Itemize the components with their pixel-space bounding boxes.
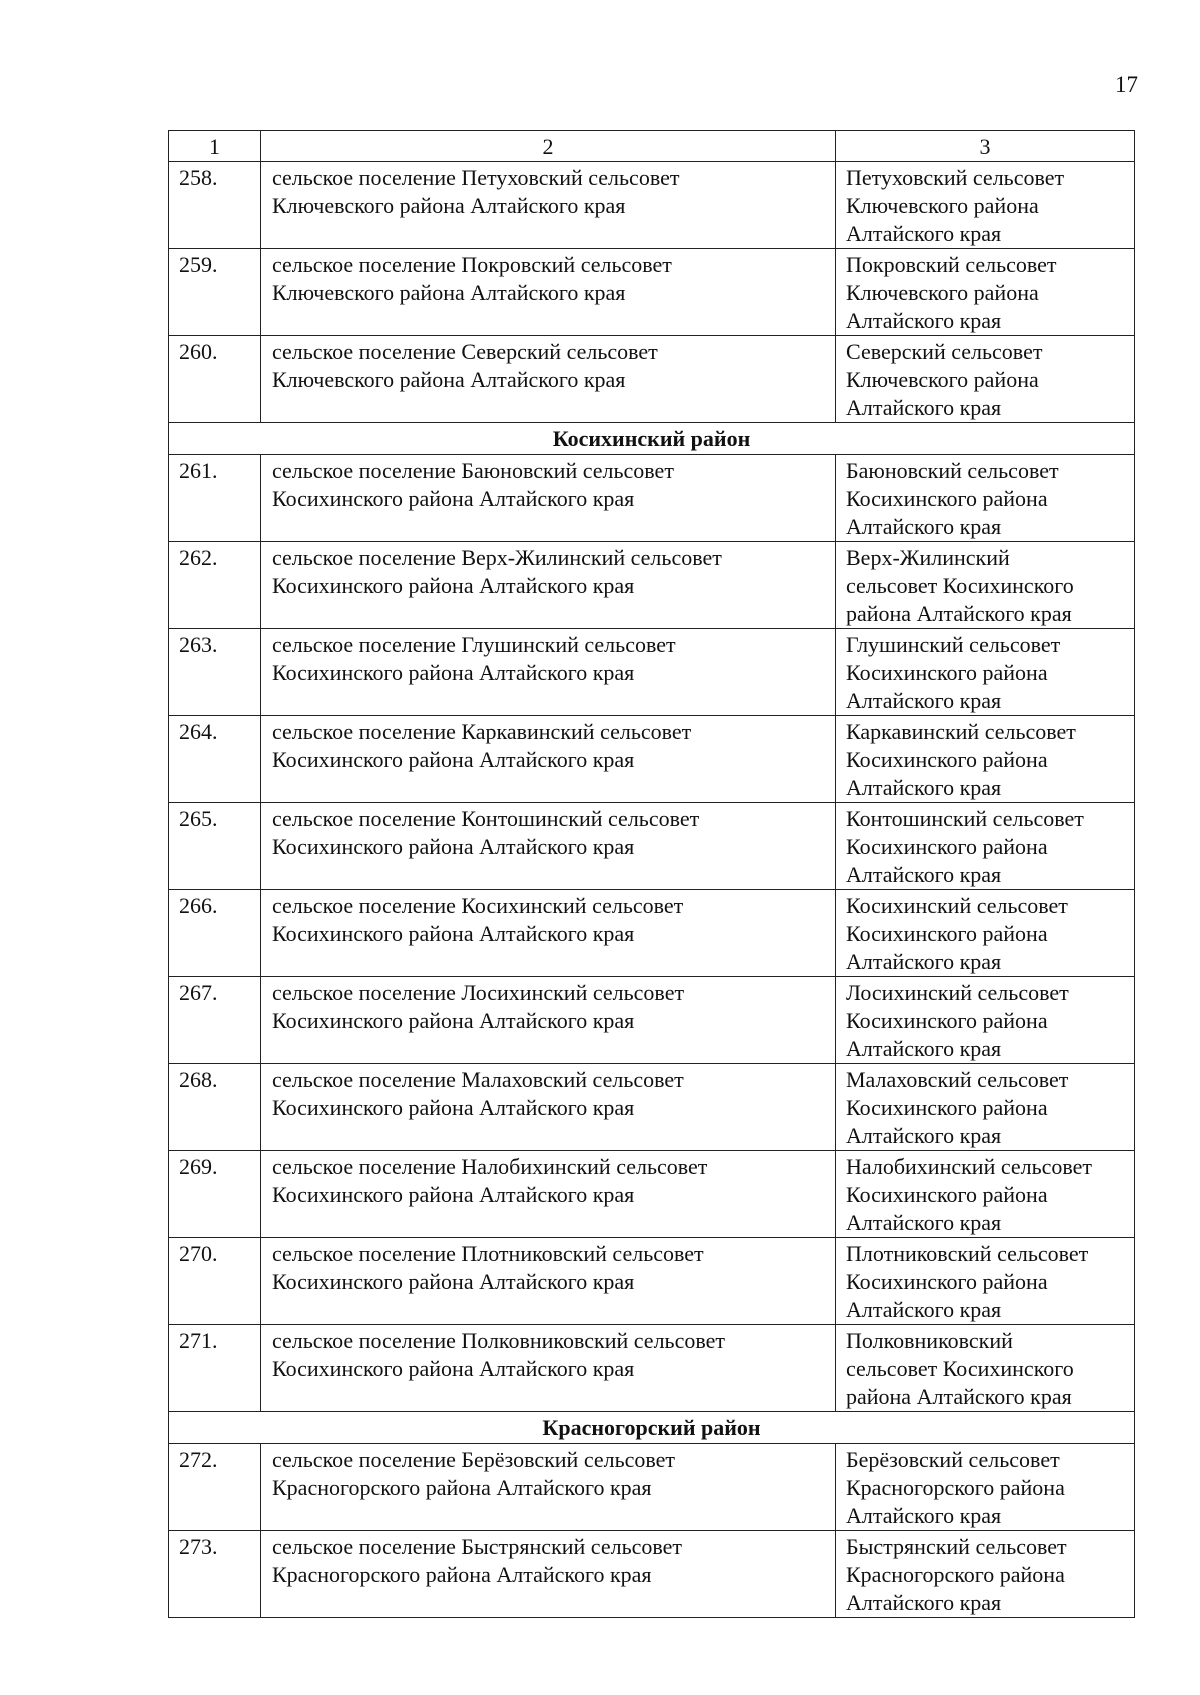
table-row — [169, 890, 1135, 977]
short-name-line: Алтайского края — [846, 688, 1002, 713]
row-number: 271. — [169, 1325, 261, 1412]
row-number: 262. — [169, 542, 261, 629]
table-row — [169, 1531, 1135, 1618]
municipality-table — [168, 130, 1135, 1618]
settlement-full-name — [261, 716, 836, 803]
short-name-line: Косихинский сельсовет — [846, 893, 1068, 918]
table-row — [169, 1238, 1135, 1325]
row-number: 261. — [169, 455, 261, 542]
full-name-line: сельское поселение Полковниковский сельсовет — [272, 1328, 725, 1353]
row-number: 260. — [169, 336, 261, 423]
settlement-full-name — [261, 1325, 836, 1412]
full-name-line: Ключевского района Алтайского края — [272, 280, 626, 305]
settlement-full-name — [261, 455, 836, 542]
full-name-line: Косихинского района Алтайского края — [272, 573, 635, 598]
settlement-full-name — [261, 1531, 836, 1618]
settlement-full-name — [261, 249, 836, 336]
full-name-line: сельское поселение Быстрянский сельсовет — [272, 1534, 683, 1559]
table-row — [169, 542, 1135, 629]
settlement-short-name — [836, 803, 1135, 890]
settlement-full-name — [261, 1444, 836, 1531]
short-name-line: Малаховский сельсовет — [846, 1067, 1069, 1092]
table-row — [169, 977, 1135, 1064]
full-name-line: Косихинского района Алтайского края — [272, 921, 635, 946]
full-name-line: Косихинского района Алтайского края — [272, 660, 635, 685]
short-name-line: Берёзовский сельсовет — [846, 1447, 1060, 1472]
settlement-full-name — [261, 542, 836, 629]
row-number: 258. — [169, 162, 261, 249]
table-row — [169, 336, 1135, 423]
short-name-line: Быстрянский сельсовет — [846, 1534, 1067, 1559]
header-col-1: 1 — [169, 131, 261, 162]
short-name-line: Алтайского края — [846, 221, 1002, 246]
settlement-full-name — [261, 803, 836, 890]
table-body — [169, 131, 1135, 1618]
short-name-line: Алтайского края — [846, 775, 1002, 800]
full-name-line: сельское поселение Баюновский сельсовет — [272, 458, 674, 483]
short-name-line: Глушинский сельсовет — [846, 632, 1061, 657]
short-name-line: Косихинского района — [846, 1008, 1048, 1033]
full-name-line: Косихинского района Алтайского края — [272, 1269, 635, 1294]
settlement-short-name — [836, 629, 1135, 716]
short-name-line: Алтайского края — [846, 1210, 1002, 1235]
table-row — [169, 1064, 1135, 1151]
row-number: 267. — [169, 977, 261, 1064]
short-name-line: Контошинский сельсовет — [846, 806, 1084, 831]
header-row — [169, 131, 1135, 162]
short-name-line: Косихинского района — [846, 1095, 1048, 1120]
short-name-line: Полковниковский — [846, 1328, 1013, 1353]
settlement-short-name — [836, 162, 1135, 249]
short-name-line: Алтайского края — [846, 1503, 1002, 1528]
full-name-line: сельское поселение Петуховский сельсовет — [272, 165, 680, 190]
settlement-short-name — [836, 1151, 1135, 1238]
settlement-short-name — [836, 1238, 1135, 1325]
settlement-short-name — [836, 716, 1135, 803]
settlement-full-name — [261, 890, 836, 977]
short-name-line: района Алтайского края — [846, 1384, 1072, 1409]
table-row — [169, 455, 1135, 542]
short-name-line: Ключевского района — [846, 193, 1039, 218]
row-number: 259. — [169, 249, 261, 336]
settlement-short-name — [836, 336, 1135, 423]
row-number: 269. — [169, 1151, 261, 1238]
header-col-2: 2 — [261, 131, 836, 162]
full-name-line: Косихинского района Алтайского края — [272, 747, 635, 772]
row-number: 273. — [169, 1531, 261, 1618]
short-name-line: Верх-Жилинский — [846, 545, 1010, 570]
full-name-line: Красногорского района Алтайского края — [272, 1475, 652, 1500]
row-number: 266. — [169, 890, 261, 977]
section-header-row — [169, 1412, 1135, 1444]
settlement-short-name — [836, 249, 1135, 336]
short-name-line: Алтайского края — [846, 862, 1002, 887]
settlement-short-name — [836, 977, 1135, 1064]
full-name-line: Косихинского района Алтайского края — [272, 1008, 635, 1033]
short-name-line: Косихинского района — [846, 486, 1048, 511]
short-name-line: Косихинского района — [846, 660, 1048, 685]
settlement-short-name — [836, 890, 1135, 977]
settlement-full-name — [261, 629, 836, 716]
settlement-short-name — [836, 1531, 1135, 1618]
short-name-line: Алтайского края — [846, 1123, 1002, 1148]
short-name-line: Красногорского района — [846, 1562, 1065, 1587]
short-name-line: Северский сельсовет — [846, 339, 1043, 364]
short-name-line: Алтайского края — [846, 308, 1002, 333]
settlement-full-name — [261, 336, 836, 423]
full-name-line: Косихинского района Алтайского края — [272, 1356, 635, 1381]
short-name-line: Плотниковский сельсовет — [846, 1241, 1089, 1266]
short-name-line: Каркавинский сельсовет — [846, 719, 1076, 744]
row-number: 265. — [169, 803, 261, 890]
full-name-line: сельское поселение Берёзовский сельсовет — [272, 1447, 676, 1472]
row-number: 268. — [169, 1064, 261, 1151]
full-name-line: Ключевского района Алтайского края — [272, 367, 626, 392]
full-name-line: сельское поселение Верх-Жилинский сельсовет — [272, 545, 722, 570]
short-name-line: Косихинского района — [846, 747, 1048, 772]
section-header-row — [169, 423, 1135, 455]
settlement-short-name — [836, 455, 1135, 542]
row-number: 270. — [169, 1238, 261, 1325]
full-name-line: Косихинского района Алтайского края — [272, 1095, 635, 1120]
short-name-line: Алтайского края — [846, 1036, 1002, 1061]
table-row — [169, 1444, 1135, 1531]
full-name-line: сельское поселение Малаховский сельсовет — [272, 1067, 684, 1092]
full-name-line: Ключевского района Алтайского края — [272, 193, 626, 218]
short-name-line: Косихинского района — [846, 1182, 1048, 1207]
full-name-line: сельское поселение Каркавинский сельсовет — [272, 719, 692, 744]
short-name-line: Петуховский сельсовет — [846, 165, 1065, 190]
settlement-short-name — [836, 1064, 1135, 1151]
short-name-line: Косихинского района — [846, 834, 1048, 859]
full-name-line: сельское поселение Косихинский сельсовет — [272, 893, 684, 918]
settlement-full-name — [261, 1238, 836, 1325]
full-name-line: Косихинского района Алтайского края — [272, 834, 635, 859]
short-name-line: Покровский сельсовет — [846, 252, 1057, 277]
short-name-line: Ключевского района — [846, 280, 1039, 305]
short-name-line: Алтайского края — [846, 1297, 1002, 1322]
table-row — [169, 803, 1135, 890]
settlement-short-name — [836, 542, 1135, 629]
section-title: Косихинский район — [169, 423, 1135, 455]
short-name-line: Алтайского края — [846, 1590, 1002, 1615]
settlement-full-name — [261, 1151, 836, 1238]
full-name-line: сельское поселение Покровский сельсовет — [272, 252, 672, 277]
full-name-line: сельское поселение Плотниковский сельсовет — [272, 1241, 704, 1266]
table-row — [169, 162, 1135, 249]
short-name-line: Налобихинский сельсовет — [846, 1154, 1093, 1179]
settlement-full-name — [261, 1064, 836, 1151]
table-row — [169, 249, 1135, 336]
row-number: 263. — [169, 629, 261, 716]
full-name-line: Косихинского района Алтайского края — [272, 1182, 635, 1207]
full-name-line: сельское поселение Контошинский сельсовет — [272, 806, 700, 831]
row-number: 272. — [169, 1444, 261, 1531]
table-row — [169, 1325, 1135, 1412]
short-name-line: сельсовет Косихинского — [846, 1356, 1074, 1381]
full-name-line: сельское поселение Глушинский сельсовет — [272, 632, 676, 657]
short-name-line: сельсовет Косихинского — [846, 573, 1074, 598]
full-name-line: Косихинского района Алтайского края — [272, 486, 635, 511]
settlement-short-name — [836, 1444, 1135, 1531]
short-name-line: Косихинского района — [846, 1269, 1048, 1294]
table-row — [169, 629, 1135, 716]
short-name-line: Красногорского района — [846, 1475, 1065, 1500]
settlement-short-name — [836, 1325, 1135, 1412]
short-name-line: района Алтайского края — [846, 601, 1072, 626]
page-number: 17 — [1115, 72, 1138, 97]
short-name-line: Косихинского района — [846, 921, 1048, 946]
table-row — [169, 1151, 1135, 1238]
header-col-3: 3 — [836, 131, 1135, 162]
short-name-line: Алтайского края — [846, 514, 1002, 539]
short-name-line: Баюновский сельсовет — [846, 458, 1059, 483]
short-name-line: Алтайского края — [846, 949, 1002, 974]
row-number: 264. — [169, 716, 261, 803]
settlement-full-name — [261, 162, 836, 249]
full-name-line: сельское поселение Лосихинский сельсовет — [272, 980, 685, 1005]
short-name-line: Лосихинский сельсовет — [846, 980, 1069, 1005]
short-name-line: Алтайского края — [846, 395, 1002, 420]
table-row — [169, 716, 1135, 803]
full-name-line: сельское поселение Северский сельсовет — [272, 339, 658, 364]
short-name-line: Ключевского района — [846, 367, 1039, 392]
section-title: Красногорский район — [169, 1412, 1135, 1444]
settlement-full-name — [261, 977, 836, 1064]
full-name-line: Красногорского района Алтайского края — [272, 1562, 652, 1587]
full-name-line: сельское поселение Налобихинский сельсовет — [272, 1154, 708, 1179]
